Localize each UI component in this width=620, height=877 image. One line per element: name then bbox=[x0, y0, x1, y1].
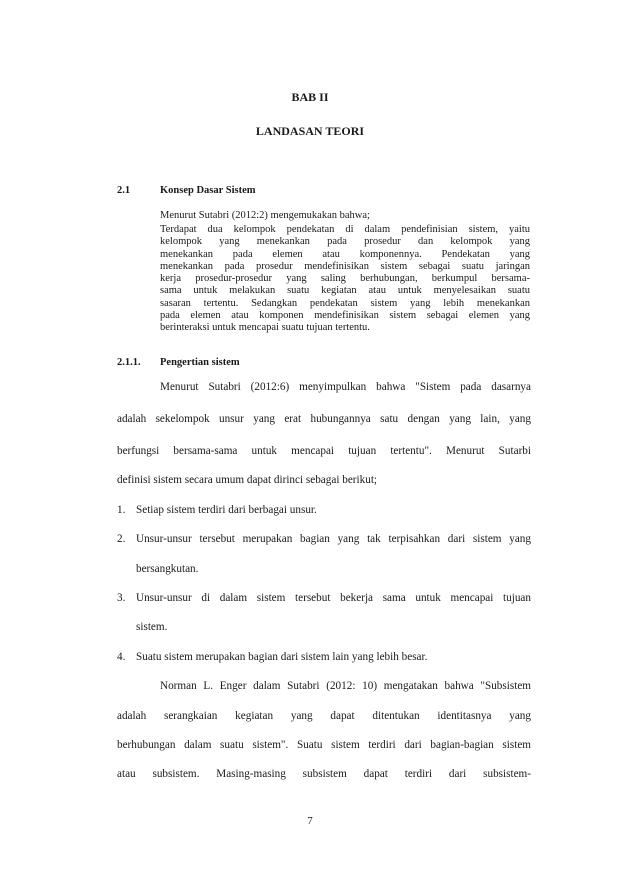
quote-line: kelompok yang menekankan pada prosedur dan kelompok yang bbox=[160, 236, 530, 248]
subsection-title: Pengertian sistem bbox=[160, 357, 240, 368]
quote-line: menekankan pada elemen atau komponennya. Pendekatan yang bbox=[160, 248, 530, 260]
paragraph-line: atau subsistem. Masing-masing subsistem dapat terdiri dari subsistem- bbox=[117, 768, 531, 780]
list-item: Setiap sistem terdiri dari berbagai unsur. bbox=[136, 504, 317, 516]
list-number: 4. bbox=[117, 651, 126, 663]
quote-line: berinteraksi untuk mencapai suatu tujuan tertentu. bbox=[160, 322, 370, 334]
quote-line: menekankan pada prosedur mendefinisikan sistem sebagai suatu jaringan bbox=[160, 260, 530, 272]
quote-intro: Menurut Sutabri (2012:2) mengemukakan bahwa; bbox=[160, 210, 370, 221]
list-item-continued: bersangkutan. bbox=[136, 563, 199, 575]
paragraph-line: definisi sistem secara umum dapat dirinci sebagai berikut; bbox=[117, 474, 378, 486]
paragraph-line: berfungsi bersama-sama untuk mencapai tujuan tertentu". Menurut Sutarbi bbox=[117, 445, 531, 457]
paragraph-line: adalah serangkaian kegiatan yang dapat ditentukan identitasnya yang bbox=[117, 710, 531, 722]
quote-line: kerja prosedur-prosedur yang saling berhubungan, berkumpul bersama- bbox=[160, 273, 530, 285]
chapter-heading: BAB II bbox=[291, 90, 329, 104]
chapter-title: LANDASAN TEORI bbox=[255, 124, 365, 138]
paragraph-line: Norman L. Enger dalam Sutabri (2012: 10) mengatakan bahwa "Subsistem bbox=[160, 680, 531, 692]
quote-line: Terdapat dua kelompok pendekatan di dalam pendefinisian sistem, yaitu bbox=[160, 224, 530, 235]
list-item: Unsur-unsur di dalam sistem tersebut bekerja sama untuk mencapai tujuan bbox=[136, 592, 531, 604]
subsection-number: 2.1.1. bbox=[117, 357, 141, 368]
list-number: 2. bbox=[117, 533, 126, 545]
list-number: 3. bbox=[117, 592, 126, 604]
page-number: 7 bbox=[307, 815, 313, 827]
list-item-continued: sistem. bbox=[136, 621, 168, 633]
list-number: 1. bbox=[117, 504, 126, 516]
paragraph-line: Menurut Sutabri (2012:6) menyimpulkan bahwa "Sistem pada dasarnya bbox=[160, 381, 531, 393]
quote-line: sama untuk melakukan suatu kegiatan atau untuk menyelesaikan suatu bbox=[160, 285, 530, 297]
list-item: Unsur-unsur tersebut merupakan bagian yang tak terpisahkan dari sistem yang bbox=[136, 533, 531, 545]
quote-line: sasaran tertentu. Sedangkan pendekatan sistem yang lebih menekankan bbox=[160, 297, 530, 309]
paragraph-line: berhubungan dalam suatu sistem". Suatu sistem terdiri dari bagian-bagian sistem bbox=[117, 739, 531, 751]
block-quote bbox=[160, 224, 530, 335]
quote-line: pada elemen atau komponen mendefinisikan sistem sebagai elemen yang bbox=[160, 310, 530, 322]
paragraph-line: adalah sekelompok unsur yang erat hubungannya satu dengan yang lain, yang bbox=[117, 413, 531, 425]
list-item: Suatu sistem merupakan bagian dari sistem lain yang lebih besar. bbox=[136, 651, 428, 663]
section-title: Konsep Dasar Sistem bbox=[160, 185, 256, 196]
section-number: 2.1 bbox=[117, 185, 131, 196]
